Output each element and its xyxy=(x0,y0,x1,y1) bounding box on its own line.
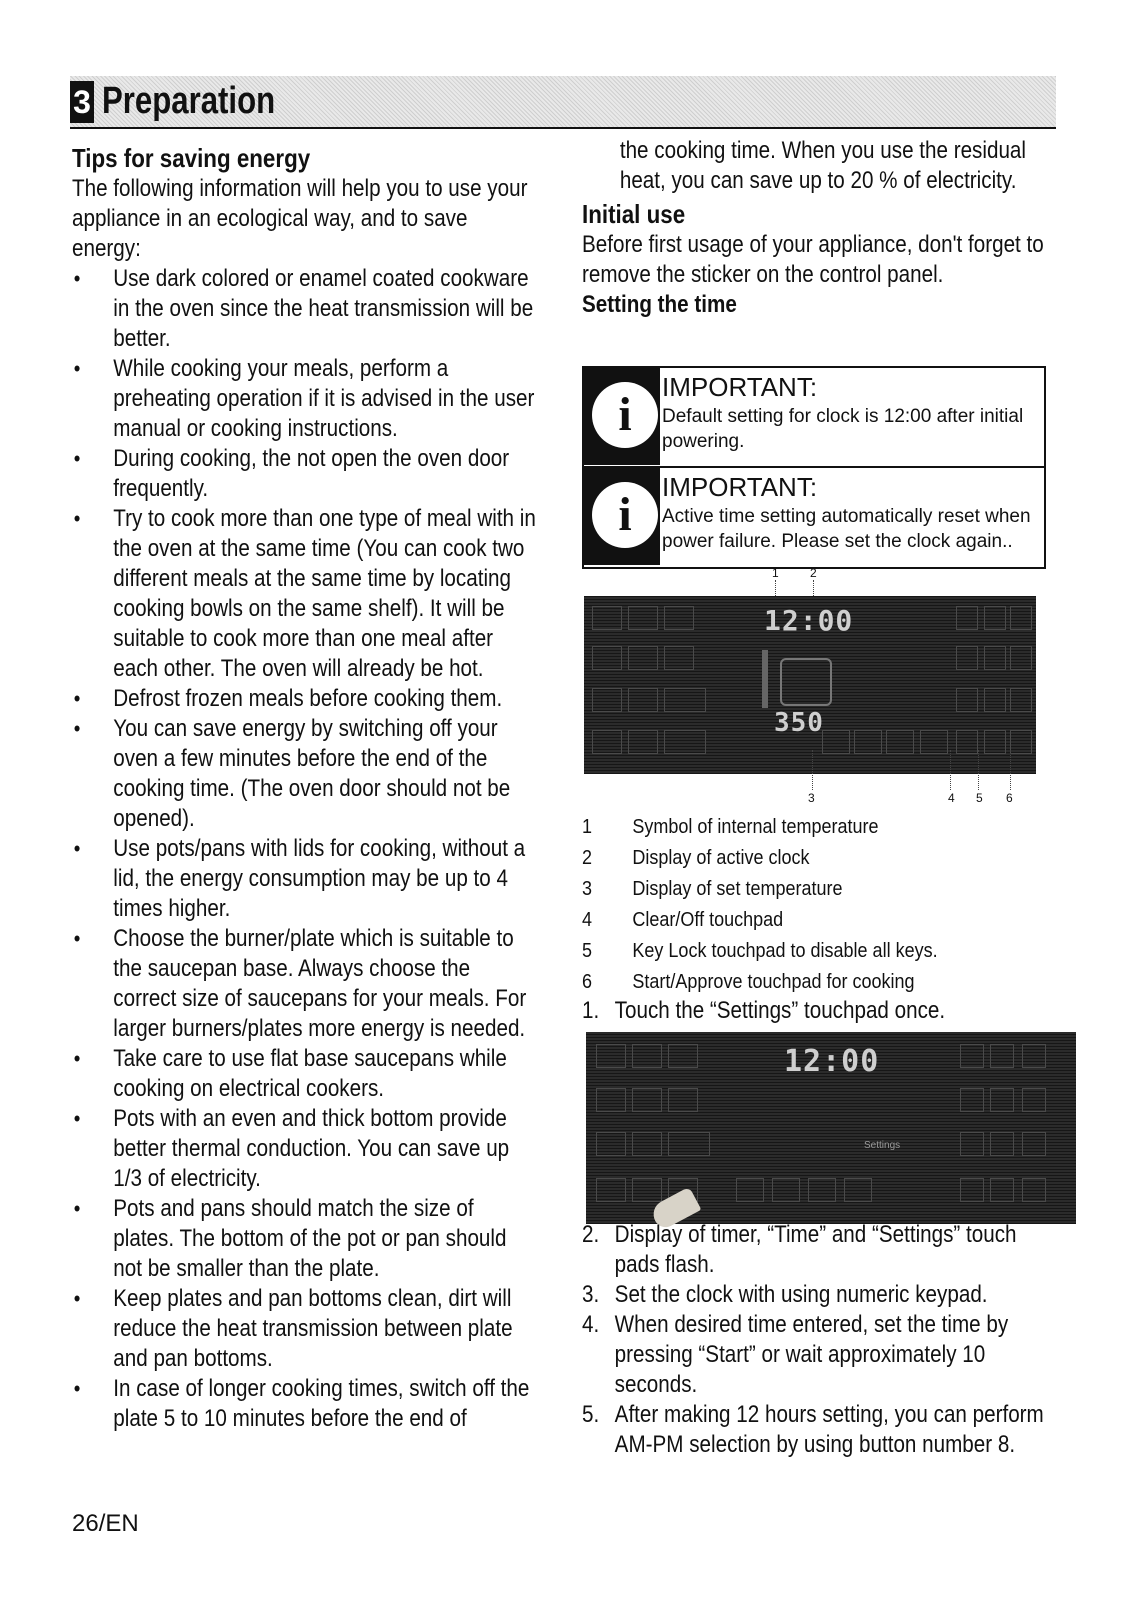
panel-key xyxy=(664,730,706,754)
tip-bullet: • Use pots/pans with lids for cooking, without a lid, the energy consumption may be up to 4 times higher. xyxy=(72,834,539,924)
important-title: IMPORTANT: xyxy=(662,472,818,502)
panel-key xyxy=(596,1044,626,1068)
legend-item xyxy=(582,874,938,905)
tip-bullet: • Pots and pans should match the size of plates. The bottom of the pot or pan should not be smaller than the plate. xyxy=(72,1194,539,1284)
panel-key xyxy=(822,730,850,754)
important-notes xyxy=(582,366,1046,569)
important-box xyxy=(584,368,1044,465)
important-title: IMPORTANT: xyxy=(662,372,818,402)
panel-key xyxy=(668,1088,698,1112)
step-number: 2. xyxy=(582,1221,600,1248)
tip-bullet: • Defrost frozen meals before cooking them. xyxy=(72,684,539,714)
step-number: 5. xyxy=(582,1401,600,1428)
temperature-display: 350 xyxy=(774,708,824,738)
panel-key xyxy=(1010,606,1032,630)
tip-bullet: • Try to cook more than one type of meal with in the oven at the same time (You can cook two different meals at the same time by locating cooking bowls on the same shelf). It will be suitable to cook more than one meal after each other. The oven will already be hot. xyxy=(72,504,539,684)
tip-bullet: • Take care to use flat base saucepans while cooking on electrical cookers. xyxy=(72,1044,539,1104)
section-title: Preparation xyxy=(102,80,276,122)
tip-bullet: • Pots with an even and thick bottom provide better thermal conduction. You can save up 1/3 of electricity. xyxy=(72,1104,539,1194)
legend-item xyxy=(582,967,938,998)
panel-key xyxy=(628,606,658,630)
panel-key xyxy=(736,1178,764,1202)
callout-3: 3 xyxy=(808,791,815,805)
panel-key xyxy=(664,646,694,670)
left-column xyxy=(72,142,540,1434)
legend-number: 4 xyxy=(582,909,593,931)
callout-2: 2 xyxy=(810,566,817,580)
panel-key xyxy=(592,688,622,712)
tip-bullet: • In case of longer cooking times, switch off the plate 5 to 10 minutes before the end of xyxy=(72,1374,539,1434)
legend-number: 6 xyxy=(582,971,593,993)
panel-key xyxy=(596,1132,626,1156)
panel-key xyxy=(668,1132,710,1156)
tip-bullet: • During cooking, the not open the oven door frequently. xyxy=(72,444,539,504)
panel-key xyxy=(960,1178,984,1202)
panel-key xyxy=(668,1044,698,1068)
oven-symbol xyxy=(780,658,832,706)
panel-key xyxy=(990,1178,1014,1202)
initial-use-text: Before first usage of your appliance, don't forget to remove the sticker on the control panel. xyxy=(582,231,1044,288)
continuation-text: the cooking time. When you use the residual heat, you can save up to 20 % of electricity. xyxy=(619,137,1026,194)
panel-key xyxy=(632,1044,662,1068)
tip-bullet: • You can save energy by switching off your oven a few minutes before the end of the cooking time. (The oven door should not be opened). xyxy=(72,714,539,834)
panel-key xyxy=(956,606,978,630)
callout-line xyxy=(950,750,951,790)
step-text: Set the clock with using numeric keypad. xyxy=(614,1281,988,1308)
panel-key xyxy=(628,730,658,754)
legend-number: 2 xyxy=(582,847,593,869)
panel-key xyxy=(808,1178,836,1202)
clock-display: 12:00 xyxy=(784,1044,880,1079)
info-icon: i xyxy=(584,368,660,465)
legend-item xyxy=(582,936,938,967)
panel-key xyxy=(990,1088,1014,1112)
page-number: 26/EN xyxy=(72,1510,139,1537)
important-text: Default setting for clock is 12:00 after initial powering. xyxy=(662,406,1024,452)
important-box xyxy=(584,466,1044,565)
legend-text: Display of active clock xyxy=(632,847,810,869)
panel-key xyxy=(854,730,882,754)
legend-text: Display of set temperature xyxy=(632,878,843,900)
panel-key xyxy=(1022,1088,1046,1112)
tip-bullet: • Choose the burner/plate which is suitable to the saucepan base. Always choose the correct size of saucepans for your meals. For larger burners/plates more energy is needed. xyxy=(72,924,539,1044)
setting-time-heading: Setting the time xyxy=(582,291,737,318)
panel-legend xyxy=(582,812,977,998)
step-item xyxy=(582,1220,1051,1280)
tip-bullet: • Use dark colored or enamel coated cookware in the oven since the heat transmission will be better. xyxy=(72,264,539,354)
panel-key xyxy=(956,646,978,670)
step-item xyxy=(582,1280,1051,1310)
panel-key xyxy=(1022,1132,1046,1156)
panel-key xyxy=(1022,1178,1046,1202)
panel-key xyxy=(596,1178,626,1202)
steps-list xyxy=(582,1220,1052,1460)
panel-key xyxy=(984,646,1006,670)
panel-key xyxy=(984,688,1006,712)
legend-text: Start/Approve touchpad for cooking xyxy=(632,971,915,993)
right-column-top xyxy=(582,136,1050,320)
callout-5: 5 xyxy=(976,791,983,805)
tip-bullet: • Keep plates and pan bottoms clean, dirt will reduce the heat transmission between plate and pan bottoms. xyxy=(72,1284,539,1374)
legend-number: 1 xyxy=(582,816,593,838)
panel-key xyxy=(1010,646,1032,670)
panel-key xyxy=(960,1088,984,1112)
step-item xyxy=(582,1310,1051,1400)
section-number: 3 xyxy=(70,81,94,123)
settings-panel-diagram xyxy=(586,1032,1076,1224)
panel-key xyxy=(960,1132,984,1156)
panel-key xyxy=(990,1132,1014,1156)
panel-key xyxy=(632,1088,662,1112)
initial-use-heading: Initial use xyxy=(582,199,686,229)
callout-6: 6 xyxy=(1006,791,1013,805)
tips-heading: Tips for saving energy xyxy=(72,143,311,173)
panel-key xyxy=(956,730,978,754)
panel-key xyxy=(1010,688,1032,712)
step-text: Touch the “Settings” touchpad once. xyxy=(614,997,946,1024)
callout-line xyxy=(1010,750,1011,790)
step-text: When desired time entered, set the time by pressing “Start” or wait approximately 10 seconds. xyxy=(614,1311,1009,1398)
clock-display: 12:00 xyxy=(764,604,854,637)
legend-item xyxy=(582,905,938,936)
legend-text: Symbol of internal temperature xyxy=(632,816,879,838)
panel-key xyxy=(664,688,706,712)
panel-key xyxy=(592,646,622,670)
tip-bullet: • While cooking your meals, perform a preheating operation if it is advised in the user manual or cooking instructions. xyxy=(72,354,539,444)
panel-key xyxy=(984,606,1006,630)
tips-intro: The following information will help you to use your appliance in an ecological way, and to save energy: xyxy=(72,175,528,262)
legend-item xyxy=(582,812,938,843)
panel-key xyxy=(1022,1044,1046,1068)
step-number: 3. xyxy=(582,1281,600,1308)
panel-key xyxy=(592,606,622,630)
panel-key xyxy=(628,688,658,712)
panel-key xyxy=(956,688,978,712)
panel-key xyxy=(772,1178,800,1202)
panel-key xyxy=(990,1044,1014,1068)
panel-key xyxy=(920,730,948,754)
step-1 xyxy=(582,996,1052,1026)
legend-number: 3 xyxy=(582,878,593,900)
legend-text: Key Lock touchpad to disable all keys. xyxy=(632,940,938,962)
panel-key xyxy=(632,1132,662,1156)
legend-text: Clear/Off touchpad xyxy=(632,909,784,931)
control-panel-diagram xyxy=(584,596,1036,774)
step-text: After making 12 hours setting, you can perform AM-PM selection by using button number 8. xyxy=(614,1401,1044,1458)
panel-key xyxy=(596,1088,626,1112)
legend-item xyxy=(582,843,938,874)
callout-1: 1 xyxy=(772,566,779,580)
panel-key xyxy=(632,1178,662,1202)
internal-temperature-symbol xyxy=(762,650,768,708)
legend-number: 5 xyxy=(582,940,593,962)
panel-key xyxy=(984,730,1006,754)
panel-key xyxy=(960,1044,984,1068)
important-text: Active time setting automatically reset when power failure. Please set the clock again.. xyxy=(662,506,1031,552)
step-number: 4. xyxy=(582,1311,600,1338)
step-item xyxy=(582,1400,1051,1460)
panel-key xyxy=(592,730,622,754)
callout-line xyxy=(978,750,979,790)
panel-key xyxy=(844,1178,872,1202)
callout-4: 4 xyxy=(948,791,955,805)
panel-key xyxy=(664,606,694,630)
panel-key xyxy=(1010,730,1032,754)
callout-line xyxy=(812,750,813,790)
panel-key xyxy=(628,646,658,670)
settings-label: Settings xyxy=(864,1140,901,1151)
step-text: Display of timer, “Time” and “Settings” touch pads flash. xyxy=(614,1221,1017,1278)
panel-key xyxy=(886,730,914,754)
section-header xyxy=(70,76,1056,129)
info-icon: i xyxy=(584,468,660,565)
step-number: 1. xyxy=(582,997,600,1024)
